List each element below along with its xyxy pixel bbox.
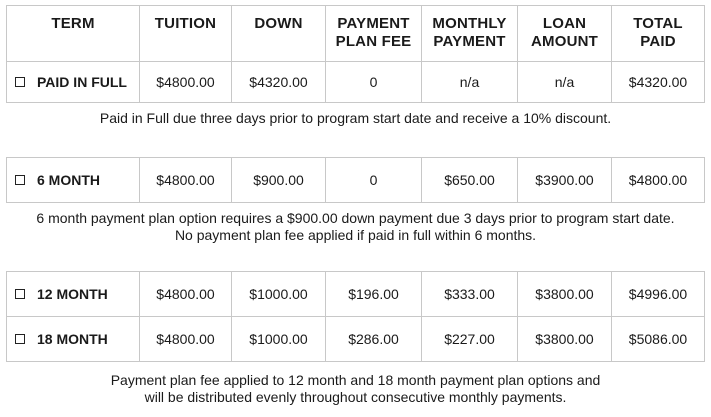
loan-cell: $3800.00 xyxy=(518,272,612,317)
down-cell: $1000.00 xyxy=(232,272,326,317)
total-cell: $4320.00 xyxy=(612,62,705,103)
plan-row-18-month xyxy=(7,317,705,362)
fee-cell: 0 xyxy=(326,158,422,203)
paid-in-full-table xyxy=(6,5,705,103)
loan-cell: $3900.00 xyxy=(518,158,612,203)
tuition-cell: $4800.00 xyxy=(140,158,232,203)
loan-amount-header xyxy=(518,6,612,62)
header-line: LOAN xyxy=(542,15,587,32)
note-line: No payment plan fee applied if paid in full within 6 months. xyxy=(174,227,537,243)
header-line: TOTAL xyxy=(633,15,683,32)
eighteen-month-checkbox[interactable] xyxy=(15,334,25,344)
plan-row-6-month xyxy=(7,158,705,203)
term-label: PAID IN FULL xyxy=(37,74,127,90)
six-month-note xyxy=(0,210,711,244)
monthly-cell: $227.00 xyxy=(422,317,518,362)
term-label: 12 MONTH xyxy=(37,286,108,302)
header-line: AMOUNT xyxy=(530,33,599,50)
term-cell xyxy=(7,272,140,317)
down-cell: $1000.00 xyxy=(232,317,326,362)
fee-cell: $286.00 xyxy=(326,317,422,362)
tuition-cell: $4800.00 xyxy=(140,272,232,317)
term-label: 6 MONTH xyxy=(37,172,100,188)
down-cell: $4320.00 xyxy=(232,62,326,103)
tuition-cell: $4800.00 xyxy=(140,317,232,362)
fee-cell: 0 xyxy=(326,62,422,103)
six-month-table xyxy=(6,157,705,203)
paid-in-full-checkbox[interactable] xyxy=(15,77,25,87)
term-header: TERM xyxy=(7,6,140,62)
total-cell: $4800.00 xyxy=(612,158,705,203)
payment-plan-fee-header xyxy=(326,6,422,62)
tuition-header: TUITION xyxy=(140,6,232,62)
loan-cell: $3800.00 xyxy=(518,317,612,362)
note-line: will be distributed evenly throughout consecutive monthly payments. xyxy=(144,389,567,405)
fee-cell: $196.00 xyxy=(326,272,422,317)
header-line: PLAN FEE xyxy=(335,33,412,50)
term-cell xyxy=(7,62,140,103)
note-line: Payment plan fee applied to 12 month and 18 month payment plan options and xyxy=(110,372,601,388)
term-cell xyxy=(7,158,140,203)
header-line: PAYMENT xyxy=(337,15,410,32)
header-line: PAYMENT xyxy=(433,33,506,50)
header-line: MONTHLY xyxy=(432,15,507,32)
note-line: 6 month payment plan option requires a $900.00 down payment due 3 days prior to program start date. xyxy=(36,210,675,226)
total-paid-header xyxy=(612,6,705,62)
plan-row-paid-in-full xyxy=(7,62,705,103)
header-line: PAID xyxy=(640,33,676,50)
payment-plan-fee-note xyxy=(0,372,711,406)
total-cell: $5086.00 xyxy=(612,317,705,362)
tuition-cell: $4800.00 xyxy=(140,62,232,103)
monthly-cell: $650.00 xyxy=(422,158,518,203)
paid-in-full-note xyxy=(0,110,711,127)
loan-cell: n/a xyxy=(518,62,612,103)
header-row xyxy=(7,6,705,62)
down-header: DOWN xyxy=(232,6,326,62)
note-line: Paid in Full due three days prior to program start date and receive a 10% discount. xyxy=(99,110,612,126)
long-term-table xyxy=(6,271,705,362)
total-cell: $4996.00 xyxy=(612,272,705,317)
term-cell xyxy=(7,317,140,362)
monthly-payment-header xyxy=(422,6,518,62)
monthly-cell: $333.00 xyxy=(422,272,518,317)
plan-row-12-month xyxy=(7,272,705,317)
down-cell: $900.00 xyxy=(232,158,326,203)
term-label: 18 MONTH xyxy=(37,331,108,347)
six-month-checkbox[interactable] xyxy=(15,175,25,185)
monthly-cell: n/a xyxy=(422,62,518,103)
twelve-month-checkbox[interactable] xyxy=(15,289,25,299)
